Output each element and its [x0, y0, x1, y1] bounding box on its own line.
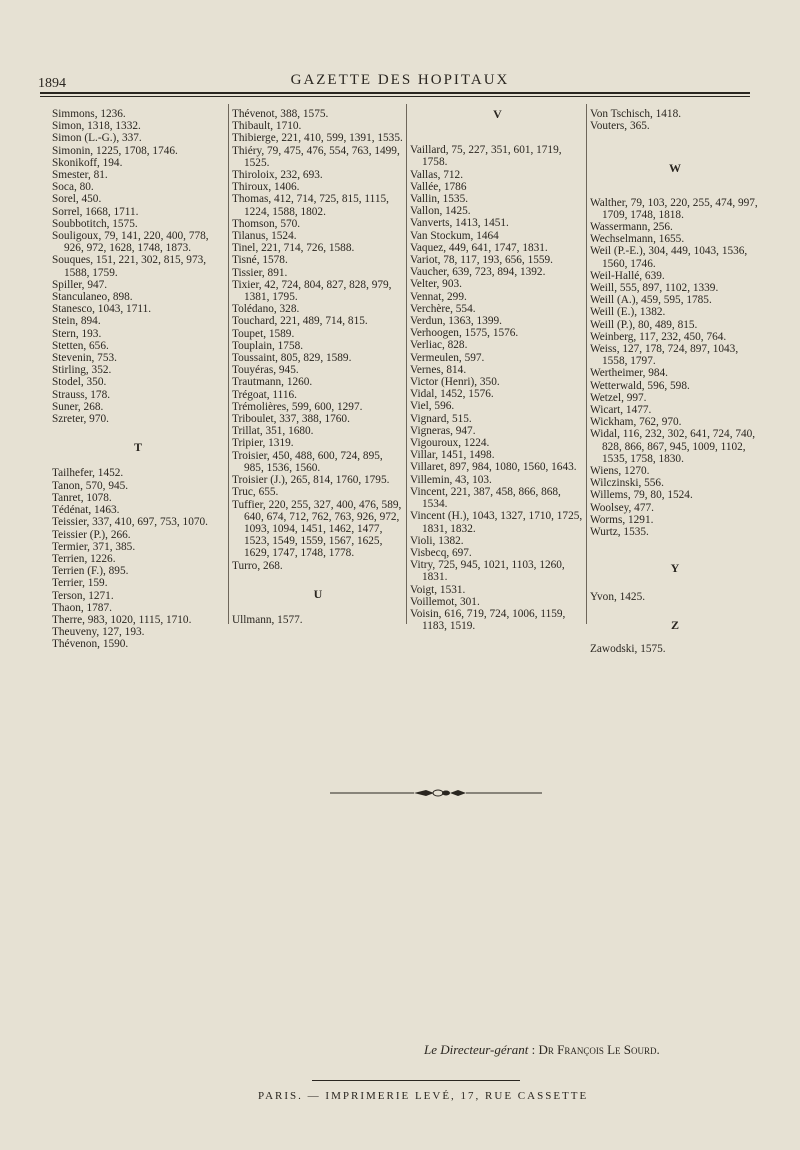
index-entry: Violi, 1382.: [410, 534, 464, 547]
signature-line: [424, 1042, 660, 1058]
index-column-3: [410, 108, 585, 632]
index-entry: Wilczinski, 556.: [590, 477, 664, 490]
index-entry: Ullmann, 1577.: [232, 613, 303, 626]
index-entry: Teissier (P.), 266.: [52, 528, 131, 541]
index-entry: Turro, 268.: [232, 559, 283, 572]
index-entry: Toussaint, 805, 829, 1589.: [232, 352, 352, 365]
index-entry: Skonikoff, 194.: [52, 156, 123, 169]
index-entry: Walther, 79, 103, 220, 255, 474, 997, 1709, 1748, 1818.: [590, 196, 758, 221]
index-entry: Spiller, 947.: [52, 278, 108, 291]
index-column-1: [52, 108, 224, 651]
running-head: GAZETTE DES HOPITAUX: [290, 72, 510, 88]
index-entry: Vaquez, 449, 641, 1747, 1831.: [410, 241, 548, 254]
index-entry: Simonin, 1225, 1708, 1746.: [52, 144, 178, 157]
index-entry: Vitry, 725, 945, 1021, 1103, 1260, 1831.: [410, 559, 565, 584]
index-entry: Verhoogen, 1575, 1576.: [410, 327, 519, 340]
index-entry: Variot, 78, 117, 193, 656, 1559.: [410, 254, 553, 267]
index-entry: Vaillard, 75, 227, 351, 601, 1719, 1758.: [410, 144, 562, 169]
index-entry: Stanesco, 1043, 1711.: [52, 303, 152, 316]
index-entry: Triboulet, 337, 388, 1760.: [232, 413, 350, 426]
index-entry: Strauss, 178.: [52, 388, 111, 401]
index-entry: Verchère, 554.: [410, 302, 476, 315]
index-entry: Verliac, 828.: [410, 339, 468, 352]
index-entry: Tanon, 570, 945.: [52, 479, 129, 492]
index-entry: Vermeulen, 597.: [410, 351, 485, 364]
index-entry: Wetterwald, 596, 598.: [590, 379, 690, 392]
index-entry: Weil-Hallé, 639.: [590, 269, 665, 282]
index-entry: Vigouroux, 1224.: [410, 437, 490, 450]
ornament-divider: [330, 786, 542, 800]
index-entry: Viel, 596.: [410, 400, 455, 413]
index-entry: Trégoat, 1116.: [232, 388, 297, 401]
index-entry: Voigt, 1531.: [410, 583, 466, 596]
index-entry: Vincent, 221, 387, 458, 866, 868, 1534.: [410, 485, 561, 511]
index-entry: Touchard, 221, 489, 714, 815.: [232, 315, 368, 328]
index-entry: Van Stockum, 1464: [410, 229, 499, 242]
index-entry: Wicart, 1477.: [590, 404, 652, 417]
letter-heading: W: [669, 161, 681, 176]
index-entry: Velter, 903.: [410, 278, 462, 291]
letter-heading: U: [313, 586, 323, 601]
index-entry: Wassermann, 256.: [590, 221, 673, 234]
index-entry: Wurtz, 1535.: [590, 526, 649, 539]
index-entry: Stein, 894.: [52, 315, 101, 328]
index-entry: Yvon, 1425.: [590, 590, 646, 603]
index-entry: Sorel, 450.: [52, 193, 102, 206]
index-entry: Tissier, 891.: [232, 266, 288, 279]
letter-heading: T: [133, 440, 142, 455]
index-entry: Vallon, 1425.: [410, 205, 471, 218]
index-column-4: [590, 108, 760, 655]
letter-heading: Y: [670, 561, 680, 576]
index-entry: Trautmann, 1260.: [232, 376, 313, 389]
index-entry: Stetten, 656.: [52, 339, 109, 352]
signature-separator: :: [531, 1042, 536, 1057]
index-entry: Tuffier, 220, 255, 327, 400, 476, 589, 640, 674, 712, 762, 763, 926, 972, 1093, 1094, 1451, 1462, 1477, 1523, 1549, 1559, 1567, 1625, 1629, 1747, 1748, 1778.: [232, 498, 402, 560]
index-entry: Touyéras, 945.: [232, 364, 299, 377]
index-entry: Sorrel, 1668, 1711.: [52, 205, 139, 218]
header-rule: [40, 92, 750, 94]
index-entry: Vouters, 365.: [590, 120, 650, 133]
index-entry: Wetzel, 997.: [590, 391, 647, 404]
index-entry: Tailhefer, 1452.: [52, 467, 124, 480]
index-entry: Willems, 79, 80, 1524.: [590, 489, 693, 502]
index-entry: Toupet, 1589.: [232, 327, 295, 340]
index-entry: Tanret, 1078.: [52, 491, 112, 504]
index-entry: Theuveny, 127, 193.: [52, 626, 145, 639]
index-entry: Smester, 81.: [52, 169, 108, 182]
index-entry: Thaon, 1787.: [52, 601, 112, 614]
column-divider: [406, 104, 407, 624]
index-entry: Thévenot, 388, 1575.: [232, 108, 329, 120]
index-entry: Weill (A.), 459, 595, 1785.: [590, 294, 712, 307]
index-entry: Thévenon, 1590.: [52, 638, 129, 651]
column-divider: [228, 104, 229, 624]
index-entry: Vigneras, 947.: [410, 424, 476, 437]
letter-heading: Z: [670, 617, 679, 632]
letter-heading: V: [493, 107, 502, 121]
imprint-rule: [312, 1080, 520, 1081]
index-entry: Suner, 268.: [52, 400, 104, 413]
index-entry: Simmons, 1236.: [52, 108, 126, 120]
index-entry: Vaucher, 639, 723, 894, 1392.: [410, 266, 546, 279]
index-entry: Troisier (J.), 265, 814, 1760, 1795.: [232, 474, 390, 487]
index-entry: Souligoux, 79, 141, 220, 400, 778, 926, 972, 1628, 1748, 1873.: [52, 230, 209, 255]
index-entry: Weil (P.-E.), 304, 449, 1043, 1536, 1560, 1746.: [590, 245, 748, 270]
index-entry: Stevenin, 753.: [52, 352, 117, 365]
index-entry: Weiss, 127, 178, 724, 897, 1043, 1558, 1797.: [590, 343, 739, 368]
index-entry: Vernes, 814.: [410, 363, 467, 376]
index-entry: Trillat, 351, 1680.: [232, 425, 314, 438]
index-entry: Vignard, 515.: [410, 412, 472, 425]
index-entry: Zawodski, 1575.: [590, 642, 666, 655]
index-entry: Weill, 555, 897, 1102, 1339.: [590, 282, 719, 295]
index-entry: Therre, 983, 1020, 1115, 1710.: [52, 613, 192, 626]
index-entry: Teissier, 337, 410, 697, 753, 1070.: [52, 516, 208, 529]
index-entry: Voisin, 616, 719, 724, 1006, 1159, 1183, 1519.: [410, 607, 566, 633]
index-entry: Simon, 1318, 1332.: [52, 120, 141, 133]
index-entry: Tilanus, 1524.: [232, 230, 297, 243]
index-entry: Truc, 655.: [232, 486, 279, 499]
index-entry: Visbecq, 697.: [410, 546, 472, 559]
index-entry: Wiens, 1270.: [590, 465, 650, 478]
index-entry: Tripier, 1319.: [232, 437, 294, 450]
index-entry: Wechselmann, 1655.: [590, 233, 685, 246]
index-entry: Vallin, 1535.: [410, 193, 469, 206]
index-entry: Tisné, 1578.: [232, 254, 288, 267]
index-entry: Souques, 151, 221, 302, 815, 973, 1588, 1759.: [52, 254, 207, 279]
index-entry: Villar, 1451, 1498.: [410, 449, 495, 462]
index-entry: Weinberg, 117, 232, 450, 764.: [590, 330, 727, 343]
index-entry: Touplain, 1758.: [232, 339, 304, 352]
director-role: Le Directeur-gérant: [424, 1042, 529, 1057]
index-entry: Terrier, 159.: [52, 577, 108, 590]
index-entry: Tinel, 221, 714, 726, 1588.: [232, 242, 355, 255]
index-entry: Wickham, 762, 970.: [590, 416, 682, 429]
index-entry: Simon (L.-G.), 337.: [52, 132, 142, 145]
index-entry: Stirling, 352.: [52, 364, 112, 377]
index-entry: Thiroux, 1406.: [232, 181, 300, 194]
index-entry: Thiéry, 79, 475, 476, 554, 763, 1499, 1525.: [232, 144, 400, 169]
index-entry: Thiroloix, 232, 693.: [232, 169, 323, 182]
page-number: 1894: [38, 76, 66, 91]
index-entry: Soubbotitch, 1575.: [52, 217, 138, 230]
index-entry: Weill (E.), 1382.: [590, 306, 666, 319]
index-entry: Woolsey, 477.: [590, 501, 654, 514]
index-entry: Thomas, 412, 714, 725, 815, 1115, 1224, 1588, 1802.: [232, 193, 389, 218]
index-entry: Wertheimer, 984.: [590, 367, 669, 380]
index-entry: Vennat, 299.: [410, 290, 467, 303]
index-entry: Termier, 371, 385.: [52, 540, 136, 553]
index-entry: Vidal, 1452, 1576.: [410, 388, 494, 401]
index-entry: Stern, 193.: [52, 327, 102, 340]
index-entry: Tolédano, 328.: [232, 303, 300, 316]
index-entry: Vanverts, 1413, 1451.: [410, 217, 509, 230]
index-entry: Worms, 1291.: [590, 513, 654, 526]
index-entry: Stanculaneo, 898.: [52, 291, 133, 304]
index-entry: Troisier, 450, 488, 600, 724, 895, 985, 1536, 1560.: [232, 449, 383, 474]
index-entry: Thibault, 1710.: [232, 120, 302, 133]
index-entry: Voillemot, 301.: [410, 595, 480, 608]
printer-imprint: PARIS. — IMPRIMERIE LEVÉ, 17, RUE CASSETTE: [258, 1090, 589, 1102]
index-entry: Soca, 80.: [52, 181, 94, 194]
index-entry: Thomson, 570.: [232, 217, 301, 230]
index-entry: Stodel, 350.: [52, 376, 107, 389]
index-entry: Terson, 1271.: [52, 589, 114, 602]
index-entry: Trémolières, 599, 600, 1297.: [232, 400, 363, 413]
index-entry: Widal, 116, 232, 302, 641, 724, 740, 828, 866, 867, 945, 1009, 1102, 1535, 1758, 1830.: [590, 428, 756, 465]
index-entry: Szreter, 970.: [52, 413, 109, 426]
index-entry: Tixier, 42, 724, 804, 827, 828, 979, 1381, 1795.: [232, 278, 392, 304]
header-rule-thin: [40, 96, 750, 97]
index-entry: Vincent (H.), 1043, 1327, 1710, 1725, 1831, 1832.: [410, 510, 583, 535]
column-divider: [586, 104, 587, 624]
index-entry: Thibierge, 221, 410, 599, 1391, 1535.: [232, 132, 403, 145]
index-entry: Von Tschisch, 1418.: [590, 108, 682, 120]
index-entry: Tédénat, 1463.: [52, 504, 120, 517]
index-entry: Victor (Henri), 350.: [410, 376, 500, 389]
index-entry: Villaret, 897, 984, 1080, 1560, 1643.: [410, 461, 577, 474]
index-entry: Vallée, 1786: [410, 180, 467, 193]
index-entry: Terrien (F.), 895.: [52, 565, 129, 578]
director-name: Dr François Le Sourd.: [538, 1042, 660, 1057]
index-entry: Vallas, 712.: [410, 168, 464, 181]
index-entry: Weill (P.), 80, 489, 815.: [590, 318, 698, 331]
index-column-2: [232, 108, 404, 626]
index-entry: Terrien, 1226.: [52, 552, 116, 565]
index-entry: Verdun, 1363, 1399.: [410, 315, 502, 328]
index-entry: Villemin, 43, 103.: [410, 473, 492, 486]
